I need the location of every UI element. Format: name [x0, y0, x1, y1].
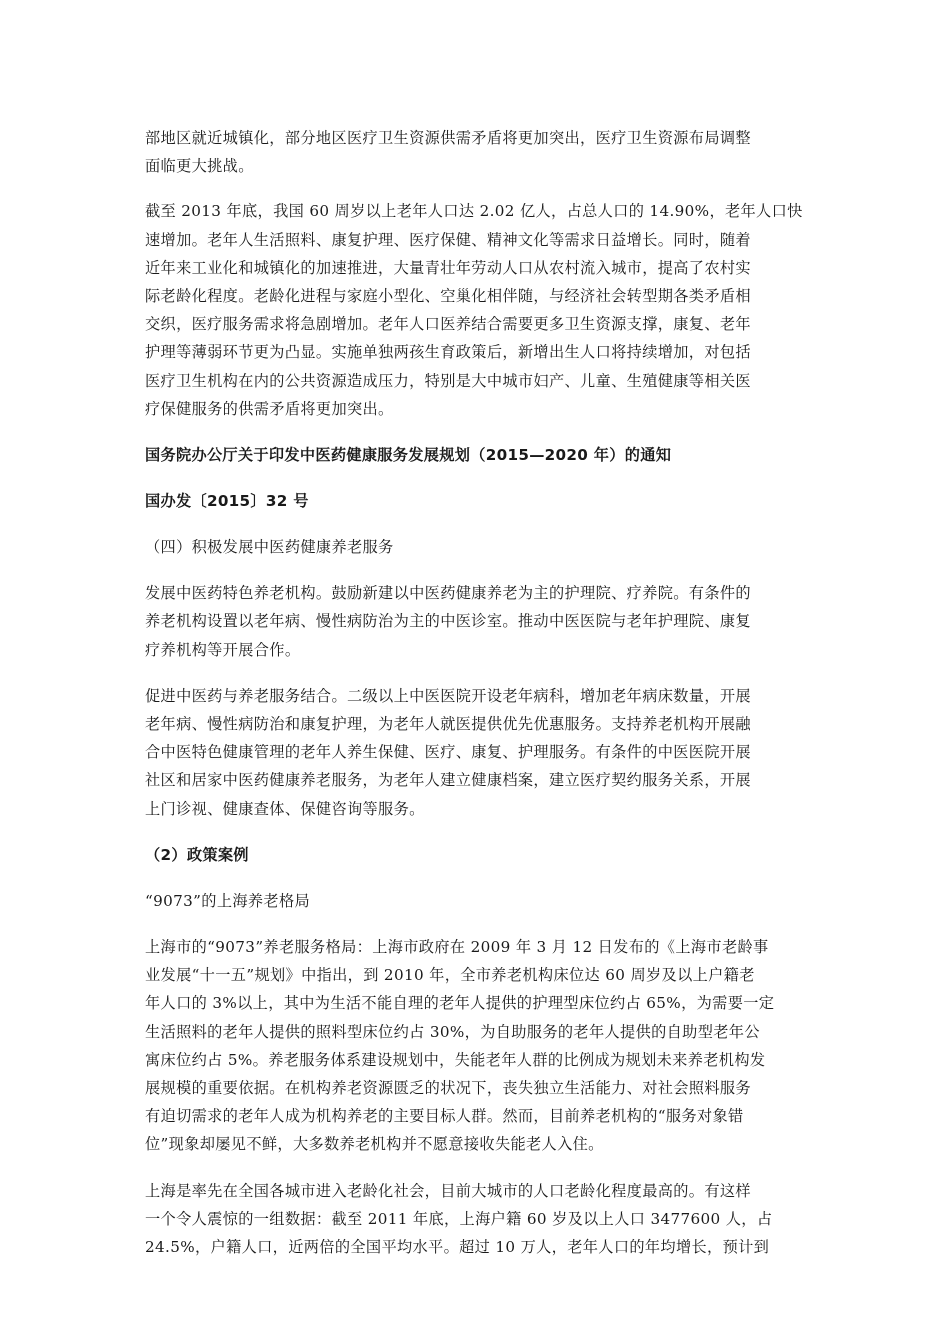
- paragraph-intro-tail: [145, 124, 810, 180]
- policy-cases-heading: （2）政策案例: [145, 845, 249, 864]
- text-line: 促进中医药与养老服务结合。二级以上中医医院开设老年病科，增加老年病床数量，开展: [145, 686, 751, 705]
- notice-number: 国办发〔2015〕32 号: [145, 492, 309, 511]
- paragraph-shanghai-aging: [145, 1177, 810, 1262]
- text-line: 发展中医药特色养老机构。鼓励新建以中医药健康养老为主的护理院、疗养院。有条件的: [145, 584, 751, 603]
- text-line: 寓床位约占 5%。养老服务体系建设规划中，失能老年人群的比例成为规划未来养老机构发: [145, 1050, 766, 1069]
- text-line: 年人口的 3%以上，其中为生活不能自理的老年人提供的护理型床位约占 65%，为需要一定: [145, 994, 775, 1013]
- text-line: 速增加。老年人生活照料、康复护理、医疗保健、精神文化等需求日益增长。同时，随着: [145, 230, 751, 249]
- text-line: “9073”的上海养老格局: [145, 891, 311, 910]
- text-line: 位”现象却屡见不鲜，大多数养老机构并不愿意接收失能老人入住。: [145, 1135, 604, 1154]
- text-line: 24.5%，户籍人口，近两倍的全国平均水平。超过 10 万人，老年人口的年均增长，预计到: [145, 1238, 770, 1257]
- notice-title: 国务院办公厅关于印发中医药健康服务发展规划（2015—2020 年）的通知: [145, 446, 672, 465]
- paragraph-tcm-integration: [145, 682, 810, 823]
- text-line: 老年病、慢性病防治和康复护理，为老年人就医提供优先优惠服务。支持养老机构开展融: [145, 715, 751, 734]
- text-line: 面临更大挑战。: [145, 157, 254, 176]
- text-line: 有迫切需求的老年人成为机构养老的主要目标人群。然而，目前养老机构的“服务对象错: [145, 1107, 744, 1126]
- text-line: 生活照料的老年人提供的照料型床位约占 30%，为自助服务的老年人提供的自助型老年公: [145, 1022, 760, 1041]
- section-four-title: [145, 533, 810, 561]
- text-line: （四）积极发展中医药健康养老服务: [145, 538, 394, 557]
- text-line: 疗保健服务的供需矛盾将更加突出。: [145, 399, 394, 418]
- text-line: 业发展“十一五”规划》中指出，到 2010 年，全市养老机构床位达 60 周岁及以上户籍老: [145, 966, 755, 985]
- case-title: [145, 887, 810, 915]
- paragraph-tcm-institutions: [145, 579, 810, 664]
- text-line: 近年来工业化和城镇化的加速推进，大量青壮年劳动人口从农村流入城市，提高了农村实: [145, 258, 751, 277]
- paragraph-shanghai-9073: [145, 933, 810, 1159]
- document-page: [145, 124, 810, 1279]
- text-line: 际老龄化程度。老龄化进程与家庭小型化、空巢化相伴随，与经济社会转型期各类矛盾相: [145, 287, 751, 306]
- text-line: 截至 2013 年底，我国 60 周岁以上老年人口达 2.02 亿人，占总人口的 14.90%，老年人口快: [145, 202, 803, 221]
- text-line: 一个令人震惊的一组数据：截至 2011 年底，上海户籍 60 岁及以上人口 3477600 人，占: [145, 1209, 773, 1228]
- text-line: 合中医特色健康管理的老年人养生保健、医疗、康复、护理服务。有条件的中医医院开展: [145, 743, 751, 762]
- text-line: 上海是率先在全国各城市进入老龄化社会，目前大城市的人口老龄化程度最高的。有这样: [145, 1181, 751, 1200]
- text-line: 社区和居家中医药健康养老服务，为老年人建立健康档案，建立医疗契约服务关系，开展: [145, 771, 751, 790]
- text-line: 部地区就近城镇化，部分地区医疗卫生资源供需矛盾将更加突出，医疗卫生资源布局调整: [145, 129, 751, 147]
- text-line: 护理等薄弱环节更为凸显。实施单独两孩生育政策后，新增出生人口将持续增加，对包括: [145, 343, 751, 362]
- text-line: 上门诊视、健康查体、保健咨询等服务。: [145, 799, 425, 818]
- text-line: 交织，医疗服务需求将急剧增加。老年人口医养结合需要更多卫生资源支撑，康复、老年: [145, 315, 751, 334]
- text-line: 上海市的“9073”养老服务格局：上海市政府在 2009 年 3 月 12 日发布的《上海市老龄事: [145, 938, 769, 957]
- paragraph-aging-population: [145, 197, 810, 423]
- text-line: 疗养机构等开展合作。: [145, 640, 301, 659]
- text-line: 展规模的重要依据。在机构养老资源匮乏的状况下，丧失独立生活能力、对社会照料服务: [145, 1079, 751, 1098]
- text-line: 医疗卫生机构在内的公共资源造成压力，特别是大中城市妇产、儿童、生殖健康等相关医: [145, 371, 751, 390]
- text-line: 养老机构设置以老年病、慢性病防治为主的中医诊室。推动中医医院与老年护理院、康复: [145, 612, 751, 631]
